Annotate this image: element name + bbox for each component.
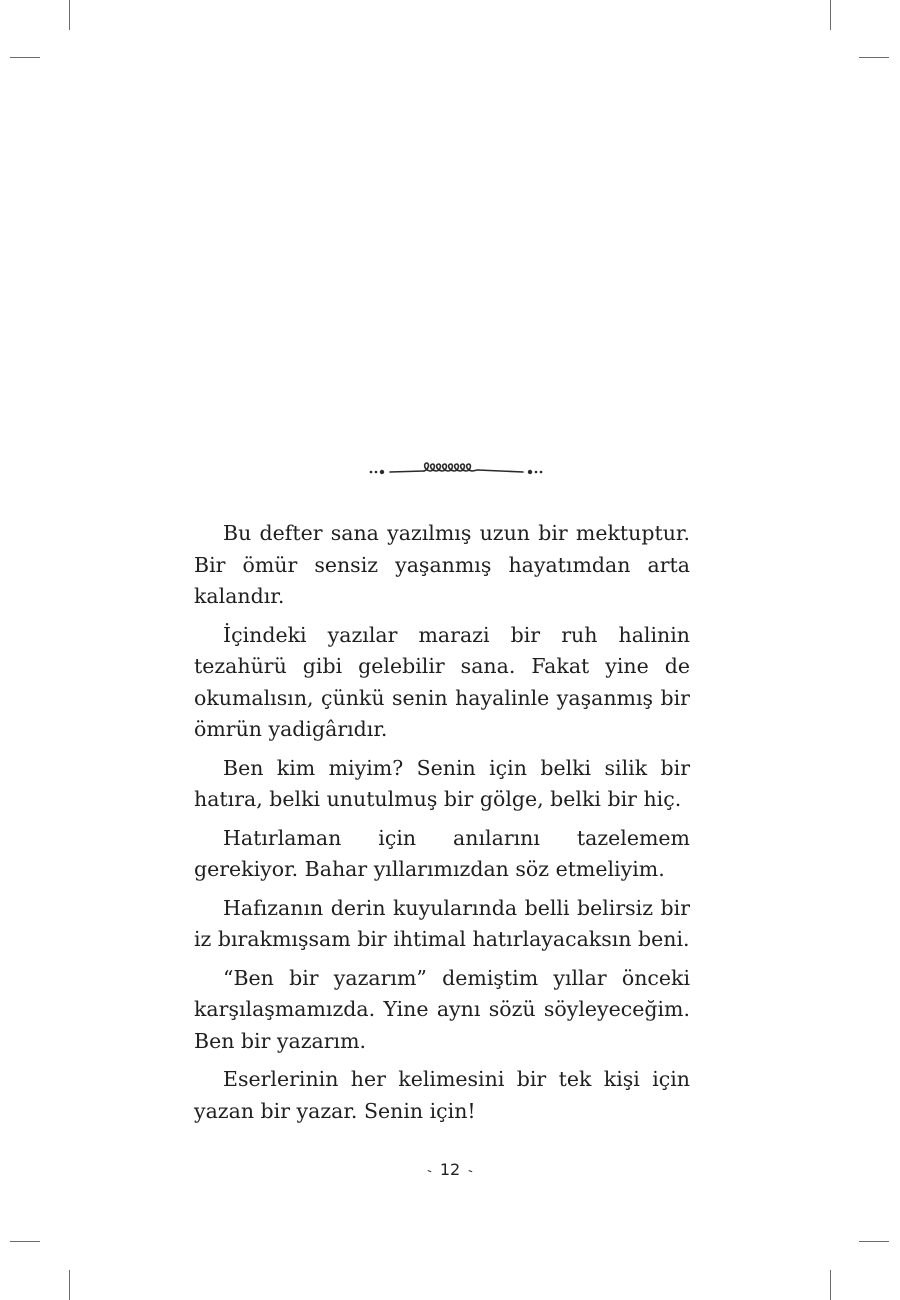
flourish-divider-icon <box>368 458 544 480</box>
crop-mark-top-right-horizontal <box>859 57 889 58</box>
crop-mark-bottom-right-horizontal <box>859 1241 889 1242</box>
paragraph-5: Hafızanın derin kuyularında belli belirsiz bir iz bırakmışsam bir ihtimal hatırlayacaksın beni. <box>194 895 690 951</box>
right-dash-icon: - <box>465 1162 476 1180</box>
paragraph-6: “Ben bir yazarım” demiştim yıllar önceki karşılaşmamızda. Yine aynı sözü söyleyeceğim. Ben bir yazarım. <box>194 965 690 1053</box>
crop-mark-top-left-vertical <box>69 0 70 30</box>
left-dash-icon: - <box>424 1162 435 1180</box>
crop-mark-top-right-vertical <box>830 0 831 30</box>
page-number: 12 <box>439 1160 461 1179</box>
body-text <box>194 518 690 1134</box>
paragraph-2: İçindeki yazılar marazi bir ruh halinin tezahürü gibi gelebilir sana. Fakat yine de okumalısın, çünkü senin hayalinle yaşanmış bir ömrün yadigârıdır. <box>194 622 690 741</box>
crop-mark-bottom-left-horizontal <box>10 1241 40 1242</box>
paragraph-1: Bu defter sana yazılmış uzun bir mektuptur. Bir ömür sensiz yaşanmış hayatımdan arta kalandır. <box>194 521 690 608</box>
paragraph-7: Eserlerinin her kelimesini bir tek kişi için yazan bir yazar. Senin için! <box>194 1067 690 1123</box>
crop-mark-top-left-horizontal <box>10 57 40 58</box>
crop-mark-bottom-right-vertical <box>830 1270 831 1300</box>
page-number-footer <box>0 1160 900 1179</box>
paragraph-4: Hatırlaman için anılarını tazelemem gerekiyor. Bahar yıllarımızdan söz etmeliyim. <box>194 825 690 881</box>
paragraph-3: Ben kim miyim? Senin için belki silik bir hatıra, belki unutulmuş bir gölge, belki bir hiç. <box>194 755 690 811</box>
crop-mark-bottom-left-vertical <box>69 1270 70 1300</box>
